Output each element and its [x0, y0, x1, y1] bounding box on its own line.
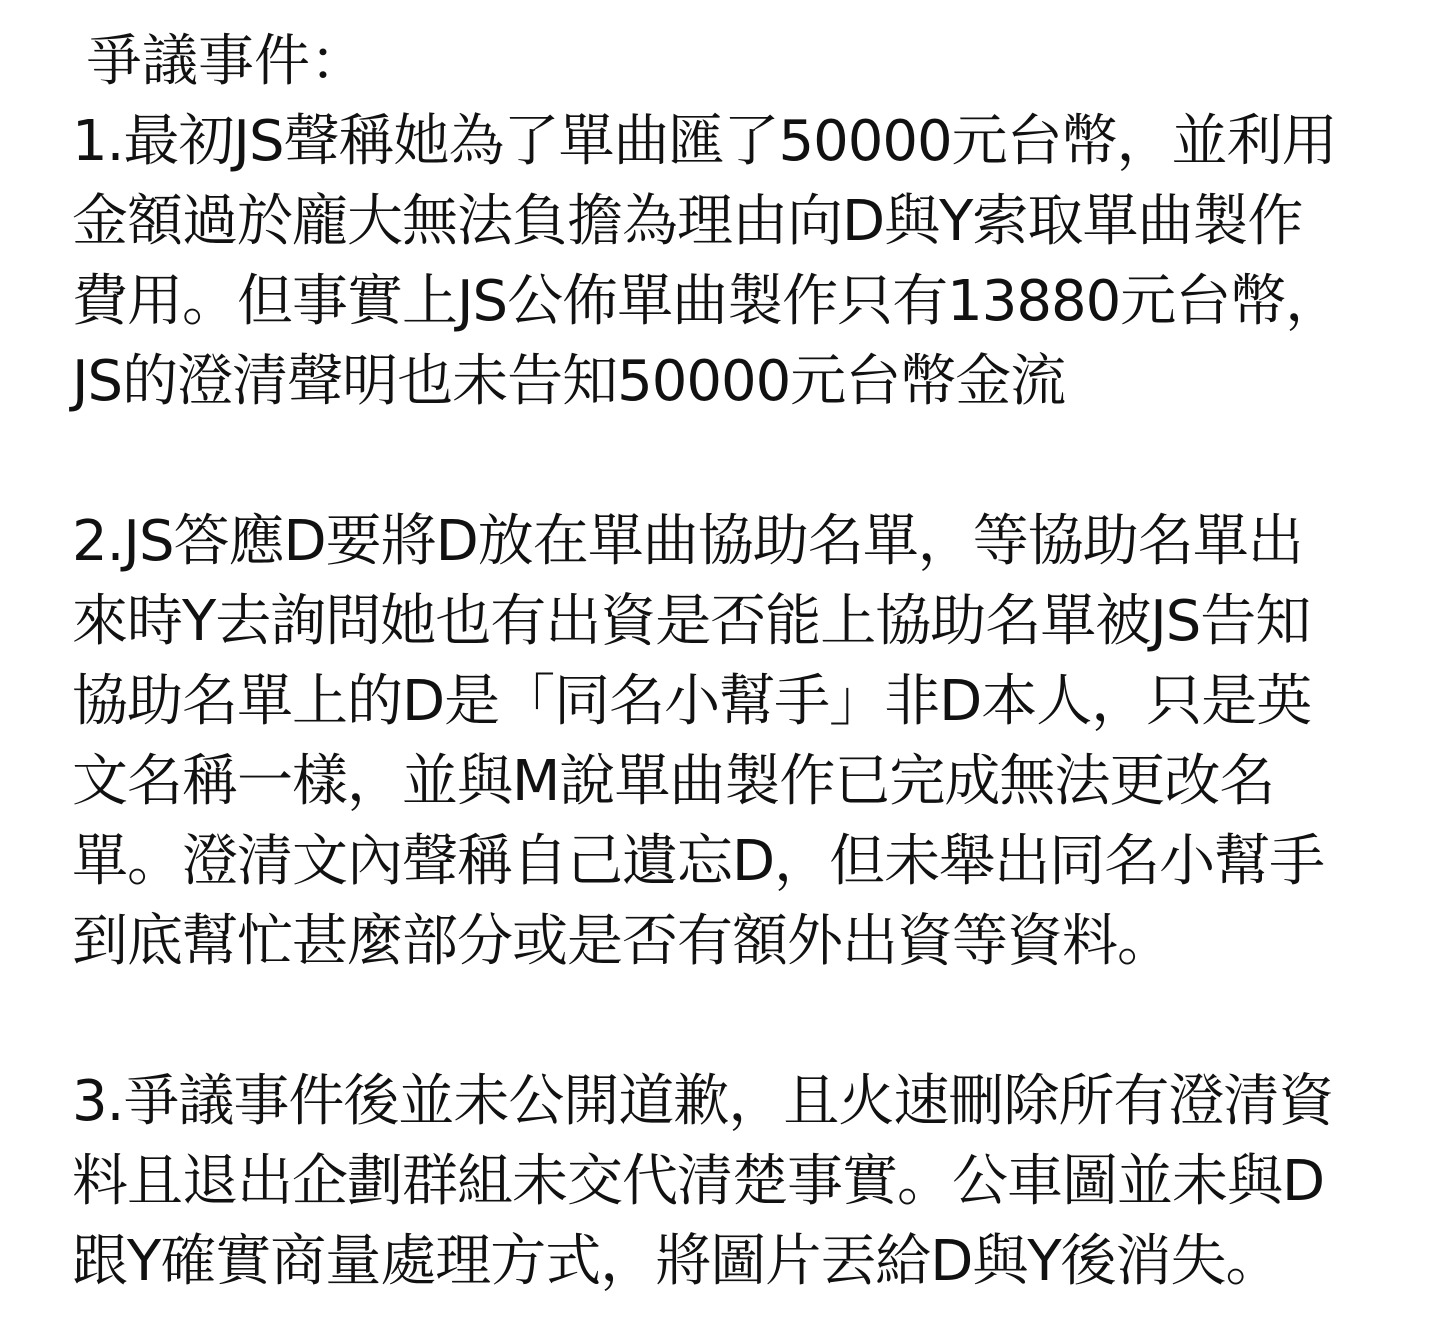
paragraph-line: 協助名單上的D是「同名小幫手」非D本人，只是英: [72, 669, 1312, 734]
paragraph-line: 來時Y去詢問她也有出資是否能上協助名單被JS告知: [72, 589, 1311, 654]
paragraph-line: 1.最初JS聲稱她為了單曲匯了50000元台幣，並利用: [72, 109, 1337, 174]
paragraph-line: 到底幫忙甚麼部分或是否有額外出資等資料。: [72, 909, 1172, 974]
paragraph-line: 跟Y確實商量處理方式，將圖片丟給D與Y後消失。: [72, 1229, 1281, 1294]
paragraph-line: 費用。但事實上JS公佈單曲製作只有13880元台幣，: [72, 269, 1341, 334]
paragraph-3: [72, 1062, 1372, 1302]
paragraph-line: JS的澄清聲明也未告知50000元台幣金流: [72, 349, 1066, 414]
paragraph-1: [72, 102, 1372, 422]
document-body: [72, 22, 1372, 1302]
paragraph-line: 金額過於龐大無法負擔為理由向D與Y索取單曲製作: [72, 189, 1303, 254]
paragraph-line: 單。澄清文內聲稱自己遺忘D，但未舉出同名小幫手: [72, 829, 1325, 894]
paragraph-line: 3.爭議事件後並未公開道歉，且火速刪除所有澄清資: [72, 1069, 1334, 1134]
paragraph-line: 2.JS答應D要將D放在單曲協助名單，等協助名單出: [72, 509, 1303, 574]
paragraph-line: 料且退出企劃群組未交代清楚事實。公車圖並未與D: [72, 1149, 1325, 1214]
paragraph-2: [72, 502, 1372, 982]
paragraph-line: 文名稱一樣，並與M說單曲製作已完成無法更改名: [72, 749, 1275, 814]
paragraph-spacer: [72, 422, 1372, 502]
document-title: 爭議事件：: [86, 29, 366, 94]
paragraph-spacer: [72, 982, 1372, 1062]
